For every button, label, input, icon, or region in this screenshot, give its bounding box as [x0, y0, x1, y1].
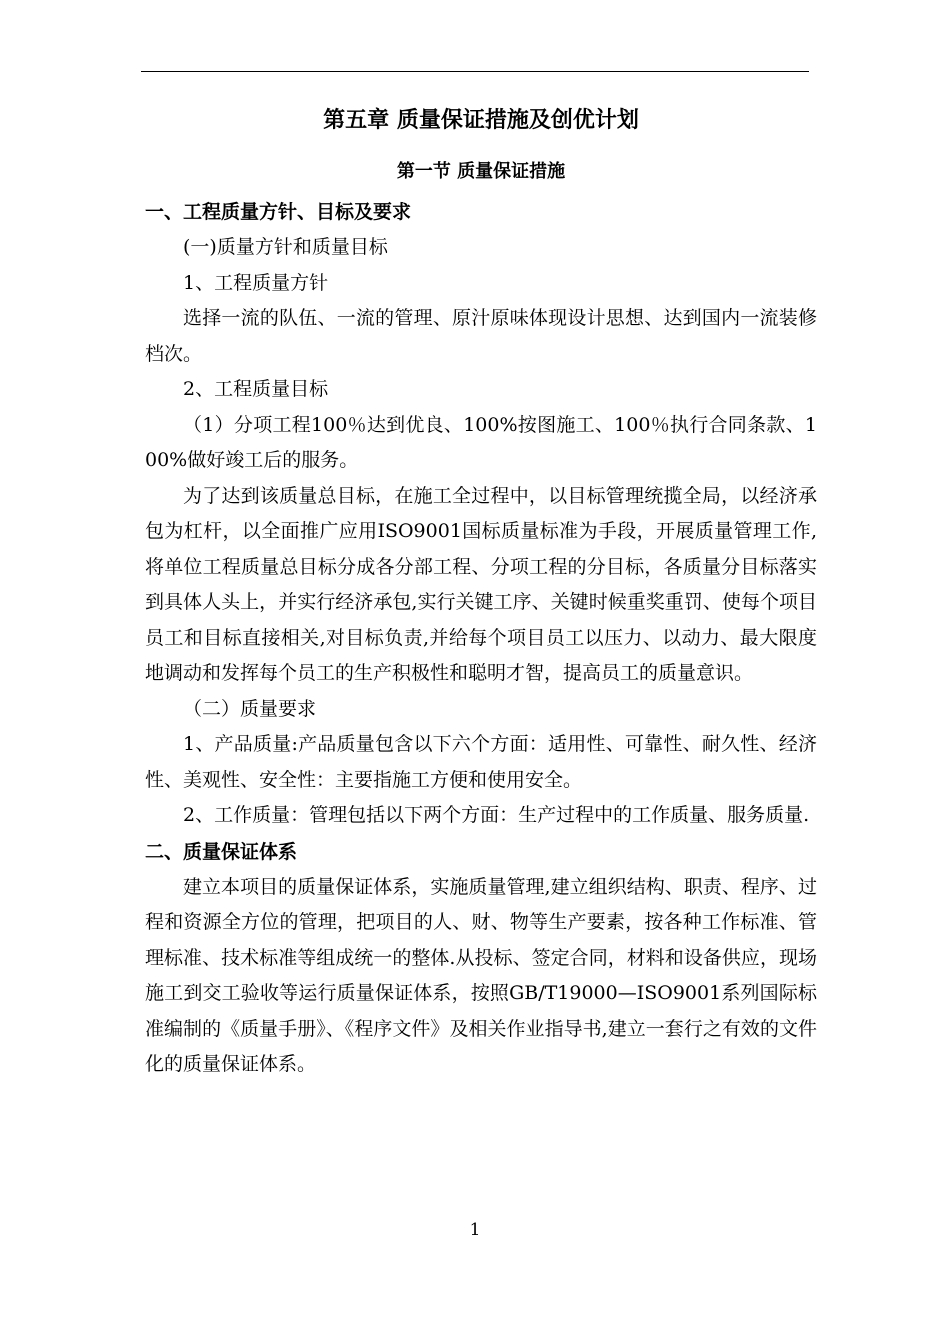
paragraph-management: 为了达到该质量总目标，在施工全过程中，以目标管理统揽全局，以经济承包为杠杆，以全面推广应用ISO9001国标质量标准为手段，开展质量管理工作,将单位工程质量总目标分成各分部工程、分项工程的分目标，各质量分目标落实到具体人头上，并实行经济承包,实行关键工序、关键时候重奖重罚、使每个项目员工和目标直接相关,对目标负责,并给每个项目员工以压力、以动力、最大限度地调动和发挥每个员工的生产积极性和聪明才智，提高员工的质量意识。: [145, 484, 817, 684]
heading-quality-system: 二、质量保证体系: [145, 840, 298, 863]
paragraph-quality-system: 建立本项目的质量保证体系，实施质量管理,建立组织结构、职责、程序、过程和资源全方位的管理，把项目的人、财、物等生产要素，按各种工作标准、管理标准、技术标准等组成统一的整体.从投标、签定合同，材料和设备供应，现场施工到交工验收等运行质量保证体系，按照GB/T19000—ISO9001系列国际标准编制的《质量手册》、《程序文件》及相关作业指导书,建立一套行之有效的文件化的质量保证体系。: [145, 875, 817, 1075]
document-body: [145, 98, 817, 1083]
chapter-title: 第五章 质量保证措施及创优计划: [323, 107, 639, 133]
header-rule: [141, 71, 809, 72]
subheading-quality-requirements: （二）质量要求: [183, 697, 317, 720]
section-title: 第一节 质量保证措施: [396, 161, 566, 182]
paragraph-work-quality: 2、工作质量：管理包括以下两个方面：生产过程中的工作质量、服务质量.: [183, 804, 810, 826]
page-number: 1: [469, 1220, 481, 1240]
heading-quality-policy-goals: 一、工程质量方针、目标及要求: [145, 201, 412, 223]
paragraph-goal: （1）分项工程100％达到优良、100%按图施工、100％执行合同条款、100%做好竣工后的服务。: [145, 413, 817, 471]
paragraph-policy: 选择一流的队伍、一流的管理、原汁原味体现设计思想、达到国内一流装修档次。: [145, 307, 817, 365]
item-quality-policy: 1、工程质量方针: [183, 271, 329, 294]
item-quality-goal: 2、工程质量目标: [183, 378, 329, 400]
paragraph-product-quality: 1、产品质量:产品质量包含以下六个方面：适用性、可靠性、耐久性、经济性、美观性、安全性：主要指施工方便和使用安全。: [145, 733, 817, 791]
subheading-policy-and-goal: (一)质量方针和质量目标: [183, 236, 388, 258]
